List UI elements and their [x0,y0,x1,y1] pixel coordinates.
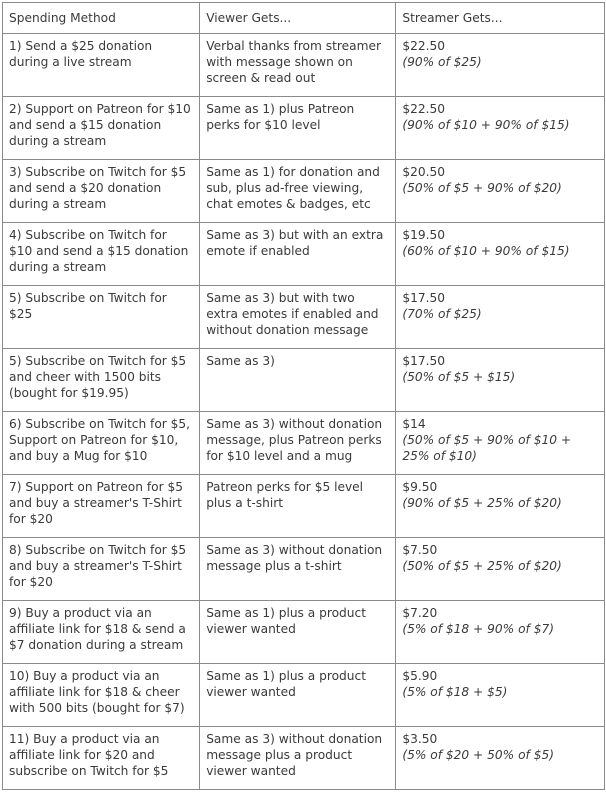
viewer-gets-cell: Same as 1) plus a product viewer wanted [200,601,396,664]
spending-method-cell: 10) Buy a product via an affiliate link for $18 & cheer with 500 bits (bought for $7) [3,664,200,727]
streamer-calculation: (50% of $5 + 90% of $20) [402,181,562,195]
streamer-calculation: (90% of $5 + 25% of $20) [402,496,562,510]
streamer-amount: $9.50 [402,480,438,494]
streamer-amount: $22.50 [402,102,445,116]
header-spending-method: Spending Method [3,3,200,34]
table-row [3,727,605,790]
table-row [3,286,605,349]
table-row [3,97,605,160]
viewer-gets-cell: Patreon perks for $5 level plus a t-shirt [200,475,396,538]
viewer-gets-cell: Same as 1) plus a product viewer wanted [200,664,396,727]
header-viewer-gets: Viewer Gets... [200,3,396,34]
spending-method-cell: 5) Subscribe on Twitch for $25 [3,286,200,349]
spending-method-cell: 11) Buy a product via an affiliate link for $20 and subscribe on Twitch for $5 [3,727,200,790]
streamer-amount: $19.50 [402,228,445,242]
streamer-calculation: (5% of $20 + 50% of $5) [402,748,554,762]
streamer-gets-cell [396,538,605,601]
streamer-amount: $5.90 [402,669,438,683]
spending-method-cell: 5) Subscribe on Twitch for $5 and cheer with 1500 bits (bought for $19.95) [3,349,200,412]
table-row [3,475,605,538]
streamer-gets-cell [396,223,605,286]
streamer-amount: $22.50 [402,39,445,53]
spending-method-cell: 2) Support on Patreon for $10 and send a $15 donation during a stream [3,97,200,160]
viewer-gets-cell: Same as 3) [200,349,396,412]
streamer-gets-cell [396,286,605,349]
table-row [3,664,605,727]
streamer-gets-cell [396,664,605,727]
viewer-gets-cell: Same as 3) but with two extra emotes if enabled and without donation message [200,286,396,349]
table-row [3,349,605,412]
spending-method-cell: 3) Subscribe on Twitch for $5 and send a $20 donation during a stream [3,160,200,223]
viewer-gets-cell: Same as 1) for donation and sub, plus ad-free viewing, chat emotes & badges, etc [200,160,396,223]
streamer-gets-cell [396,349,605,412]
streamer-calculation: (90% of $25) [402,55,482,69]
viewer-gets-cell: Verbal thanks from streamer with message shown on screen & read out [200,34,396,97]
table-row [3,34,605,97]
viewer-gets-cell: Same as 3) without donation message plus a t-shirt [200,538,396,601]
viewer-gets-cell: Same as 1) plus Patreon perks for $10 level [200,97,396,160]
streamer-gets-cell [396,160,605,223]
streamer-calculation: (90% of $10 + 90% of $15) [402,118,570,132]
spending-method-cell: 6) Subscribe on Twitch for $5, Support on Patreon for $10, and buy a Mug for $10 [3,412,200,475]
table-row [3,601,605,664]
streamer-amount: $3.50 [402,732,438,746]
streamer-calculation: (50% of $5 + $15) [402,370,516,384]
streamer-calculation: (5% of $18 + 90% of $7) [402,622,554,636]
streamer-gets-cell [396,475,605,538]
streamer-amount: $7.50 [402,543,438,557]
spending-comparison-table [2,2,605,790]
spending-method-cell: 7) Support on Patreon for $5 and buy a streamer's T-Shirt for $20 [3,475,200,538]
spending-method-cell: 9) Buy a product via an affiliate link for $18 & send a $7 donation during a stream [3,601,200,664]
streamer-calculation: (50% of $5 + 90% of $10 + 25% of $10) [402,433,572,463]
streamer-amount: $17.50 [402,291,445,305]
viewer-gets-cell: Same as 3) without donation message, plus Patreon perks for $10 level and a mug [200,412,396,475]
streamer-calculation: (60% of $10 + 90% of $15) [402,244,570,258]
table-row [3,412,605,475]
streamer-calculation: (70% of $25) [402,307,482,321]
spending-method-cell: 4) Subscribe on Twitch for $10 and send a $15 donation during a stream [3,223,200,286]
header-row [3,3,605,34]
streamer-amount: $17.50 [402,354,445,368]
table-row [3,538,605,601]
streamer-gets-cell [396,97,605,160]
streamer-calculation: (5% of $18 + $5) [402,685,508,699]
header-streamer-gets: Streamer Gets... [396,3,605,34]
streamer-gets-cell [396,34,605,97]
streamer-gets-cell [396,727,605,790]
viewer-gets-cell: Same as 3) but with an extra emote if enabled [200,223,396,286]
spending-method-cell: 8) Subscribe on Twitch for $5 and buy a streamer's T-Shirt for $20 [3,538,200,601]
streamer-gets-cell [396,412,605,475]
table-row [3,160,605,223]
viewer-gets-cell: Same as 3) without donation message plus a product viewer wanted [200,727,396,790]
streamer-calculation: (50% of $5 + 25% of $20) [402,559,562,573]
table-row [3,223,605,286]
streamer-gets-cell [396,601,605,664]
streamer-amount: $20.50 [402,165,445,179]
spending-method-cell: 1) Send a $25 donation during a live stream [3,34,200,97]
streamer-amount: $7.20 [402,606,438,620]
streamer-amount: $14 [402,417,426,431]
